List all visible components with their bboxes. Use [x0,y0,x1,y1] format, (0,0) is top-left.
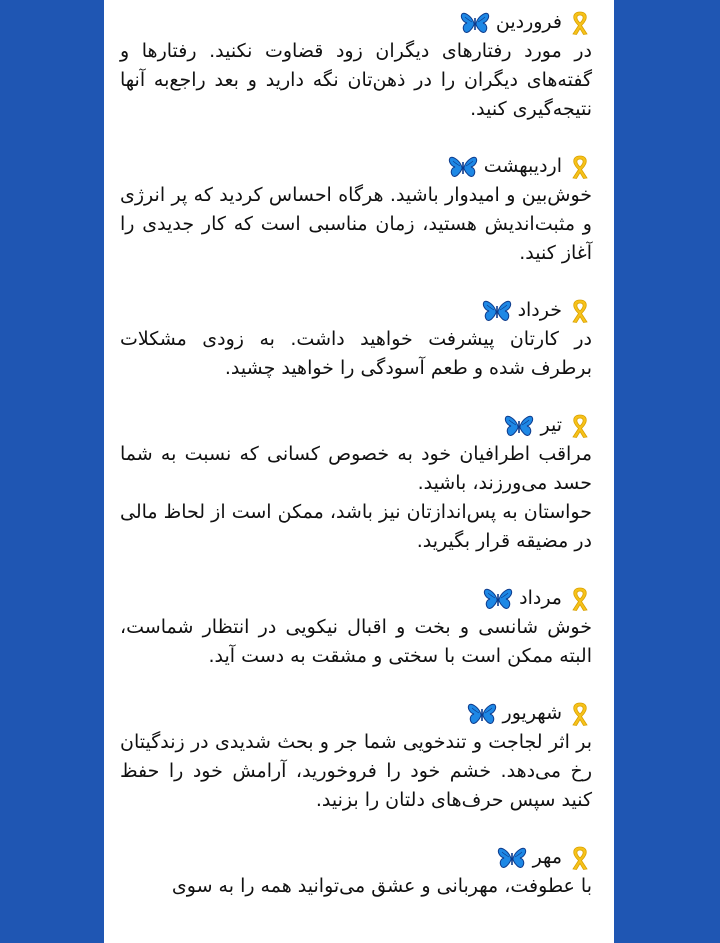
blue-butterfly-icon [460,11,490,35]
month-name: شهریور [502,702,562,724]
yellow-ribbon-icon [568,10,592,36]
month-heading [120,152,592,181]
yellow-ribbon-icon [568,154,592,180]
month-name: فروردین [495,11,562,33]
blue-butterfly-icon [482,299,512,323]
horoscope-entry [120,411,592,556]
horoscope-text: با عطوفت، مهربانی و عشق می‌توانید همه را به سوی [171,875,592,897]
blue-butterfly-icon [497,846,527,870]
yellow-ribbon-icon [568,413,592,439]
horoscope-entry [120,843,592,901]
month-name: خرداد [517,299,562,321]
blue-butterfly-icon [467,702,497,726]
horoscope-text: بر اثر لجاجت و تندخویی شما جر و بحث شدیدی در زندگیتان رخ می‌دهد. خشم خود را فروخورید، آرامش خود را حفظ کنید سپس حرف‌های دلتان را بزنید. [120,731,592,811]
month-name: اردیبهشت [483,155,562,177]
blue-butterfly-icon [448,155,478,179]
horoscope-text: خوش‌بین و امیدوار باشید. هرگاه احساس کردید که پر انرژی و مثبت‌اندیش هستید، زمان مناسبی است که کار جدیدی را آغاز کنید. [120,184,592,264]
horoscope-text: مراقب اطرافیان خود به خصوص کسانی که نسبت به شما حسد می‌ورزند، باشید. [120,443,592,494]
month-name: مهر [532,846,562,868]
horoscope-entry [120,8,592,124]
horoscope-text: در کارتان پیشرفت خواهید داشت. به زودی مشکلات برطرف شده و طعم آسودگی را خواهید چشید. [120,328,592,379]
month-name: مرداد [519,587,562,609]
yellow-ribbon-icon [568,845,592,871]
month-name: تیر [540,414,562,436]
yellow-ribbon-icon [568,298,592,324]
horoscope-entry [120,296,592,383]
document-page [104,0,614,943]
month-heading [120,699,592,728]
horoscope-text: حواستان به پس‌اندازتان نیز باشد، ممکن است از لحاظ مالی در مضیقه قرار بگیرید. [120,501,592,552]
yellow-ribbon-icon [568,701,592,727]
blue-butterfly-icon [504,414,534,438]
month-heading [120,584,592,613]
horoscope-list [104,0,614,901]
horoscope-entry [120,152,592,268]
blue-butterfly-icon [483,587,513,611]
horoscope-entry [120,584,592,671]
month-heading [120,296,592,325]
horoscope-text: در مورد رفتارهای دیگران زود قضاوت نکنید. رفتارها و گفته‌های دیگران را در ذهن‌تان نگه دارید و بعد راجع‌به آنها نتیجه‌گیری کنید. [120,40,592,120]
month-heading [120,8,592,37]
month-heading [120,843,592,872]
month-heading [120,411,592,440]
horoscope-entry [120,699,592,815]
yellow-ribbon-icon [568,586,592,612]
horoscope-text: خوش شانسی و بخت و اقبال نیکویی در انتظار شماست، البته ممکن است با سختی و مشقت به دست آید. [120,616,592,667]
